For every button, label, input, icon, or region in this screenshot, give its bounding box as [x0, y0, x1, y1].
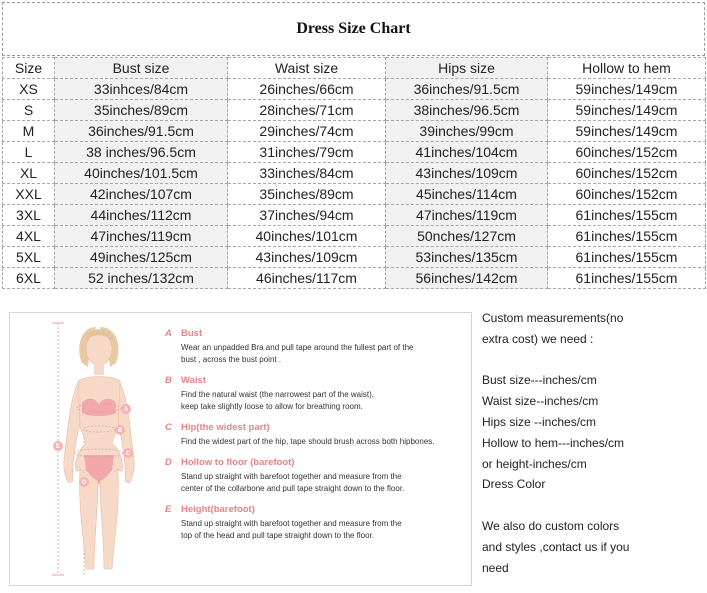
step-description [165, 471, 470, 495]
cell-size: 6XL [3, 268, 55, 289]
measurement-steps [165, 327, 470, 550]
cell-size: 5XL [3, 247, 55, 268]
cell-hollow: 59inches/149cm [548, 121, 706, 142]
cell-waist: 31inches/79cm [228, 142, 386, 163]
cell-bust: 38 inches/96.5cm [55, 142, 228, 163]
cell-hips: 36inches/91.5cm [386, 79, 548, 100]
table-header-row [3, 58, 706, 79]
table-row [3, 100, 706, 121]
cell-size: L [3, 142, 55, 163]
cell-size: XL [3, 163, 55, 184]
cell-bust: 52 inches/132cm [55, 268, 228, 289]
step-heading [165, 503, 470, 516]
table-row [3, 226, 706, 247]
custom-measurement-note [482, 308, 652, 578]
step-waist [165, 374, 470, 413]
note-outro-line: need [482, 560, 509, 575]
table-row [3, 268, 706, 289]
step-letter: E [165, 504, 172, 515]
step-letter: A [165, 328, 172, 339]
cell-hips: 56inches/142cm [386, 268, 548, 289]
cell-hips: 53inches/135cm [386, 247, 548, 268]
step-letter: B [165, 375, 172, 386]
table-row [3, 184, 706, 205]
cell-size: 3XL [3, 205, 55, 226]
step-line: keep take slightly loose to allow for breathing room. [181, 402, 363, 411]
marker-d: D [81, 480, 87, 487]
step-hip [165, 421, 470, 448]
header-hips: Hips size [386, 58, 548, 79]
cell-hips: 43inches/109cm [386, 163, 548, 184]
cell-hips: 45inches/114cm [386, 184, 548, 205]
cell-size: 4XL [3, 226, 55, 247]
header-bust: Bust size [55, 58, 228, 79]
step-line: center of the collarbone and pull tape straight down to the floor. [181, 484, 405, 493]
table-row [3, 163, 706, 184]
cell-hollow: 60inches/152cm [548, 184, 706, 205]
marker-b: B [117, 428, 123, 435]
step-heading [165, 421, 470, 434]
header-waist: Waist size [228, 58, 386, 79]
note-intro-line: Custom measurements(no [482, 311, 624, 325]
note-outro-line: We also do custom colors [482, 518, 620, 533]
cell-size: XXL [3, 184, 55, 205]
step-description [165, 342, 470, 366]
note-field-line: Waist size--inches/cm [482, 394, 599, 409]
cell-bust: 44inches/112cm [55, 205, 228, 226]
cell-bust: 49inches/125cm [55, 247, 228, 268]
note-field-line: Bust size---inches/cm [482, 373, 597, 388]
body-figure-illustration [28, 319, 148, 581]
step-line: Find the natural waist (the narrowest part of the waist), [181, 390, 374, 399]
cell-hollow: 60inches/152cm [548, 163, 706, 184]
step-title: Bust [181, 328, 203, 339]
cell-bust: 47inches/119cm [55, 226, 228, 247]
step-line: bust , across the bust point . [181, 355, 282, 364]
marker-e: E [55, 444, 61, 451]
cell-hollow: 59inches/149cm [548, 79, 706, 100]
step-line: top of the head and pull tape straight down to the floor. [181, 531, 375, 540]
step-description [165, 436, 470, 448]
step-hollow-to-floor [165, 456, 470, 495]
step-line: Wear an unpadded Bra and pull tape around the fullest part of the [181, 343, 414, 352]
cell-hollow: 61inches/155cm [548, 268, 706, 289]
marker-c: C [125, 451, 131, 458]
cell-waist: 26inches/66cm [228, 79, 386, 100]
note-field-line: Hips size --inches/cm [482, 414, 597, 429]
step-description [165, 389, 470, 413]
header-size: Size [3, 58, 55, 79]
step-letter: D [165, 457, 172, 468]
cell-hollow: 61inches/155cm [548, 226, 706, 247]
cell-waist: 29inches/74cm [228, 121, 386, 142]
cell-hollow: 61inches/155cm [548, 247, 706, 268]
cell-hollow: 60inches/152cm [548, 142, 706, 163]
cell-waist: 43inches/109cm [228, 247, 386, 268]
step-title: Hollow to floor (barefoot) [181, 457, 295, 468]
size-chart [2, 2, 705, 287]
cell-hollow: 61inches/155cm [548, 205, 706, 226]
step-description [165, 518, 470, 542]
cell-waist: 35inches/89cm [228, 184, 386, 205]
cell-waist: 37inches/94cm [228, 205, 386, 226]
cell-size: M [3, 121, 55, 142]
cell-size: S [3, 100, 55, 121]
cell-bust: 35inches/89cm [55, 100, 228, 121]
cell-bust: 42inches/107cm [55, 184, 228, 205]
marker-a: A [123, 407, 129, 414]
table-row [3, 142, 706, 163]
step-line: Find the widest part of the hip, tape should brush across both hipbones. [181, 437, 435, 446]
step-title: Height(barefoot) [181, 504, 255, 515]
step-heading [165, 456, 470, 469]
step-heading [165, 327, 470, 340]
cell-hips: 41inches/104cm [386, 142, 548, 163]
step-letter: C [165, 422, 172, 433]
size-table [2, 57, 706, 289]
step-bust [165, 327, 470, 366]
table-row [3, 205, 706, 226]
measurement-guide [9, 312, 472, 586]
chart-title: Dress Size Chart [2, 2, 705, 56]
step-line: Stand up straight with barefoot together and measure from the [181, 519, 402, 528]
step-heading [165, 374, 470, 387]
note-field-line: or height-inches/cm [482, 456, 587, 471]
cell-size: XS [3, 79, 55, 100]
table-row [3, 79, 706, 100]
table-row [3, 247, 706, 268]
cell-waist: 33inches/84cm [228, 163, 386, 184]
cell-bust: 33inhces/84cm [55, 79, 228, 100]
cell-hollow: 59inches/149cm [548, 100, 706, 121]
cell-waist: 28inches/71cm [228, 100, 386, 121]
note-outro-line: and styles ,contact us if you [482, 539, 630, 554]
step-height [165, 503, 470, 542]
cell-hips: 39inches/99cm [386, 121, 548, 142]
step-title: Waist [181, 375, 206, 386]
table-row [3, 121, 706, 142]
note-field-line: Hollow to hem---inches/cm [482, 435, 625, 450]
cell-bust: 36inches/91.5cm [55, 121, 228, 142]
cell-waist: 40inches/101cm [228, 226, 386, 247]
cell-hips: 50nches/127cm [386, 226, 548, 247]
step-title: Hip(the widest part) [181, 422, 270, 433]
header-hollow: Hollow to hem [548, 58, 706, 79]
cell-bust: 40inches/101.5cm [55, 163, 228, 184]
cell-waist: 46inches/117cm [228, 268, 386, 289]
note-field-line: Dress Color [482, 477, 546, 492]
cell-hips: 47inches/119cm [386, 205, 548, 226]
note-intro-line: extra cost) we need : [482, 331, 594, 346]
cell-hips: 38inches/96.5cm [386, 100, 548, 121]
step-line: Stand up straight with barefoot together and measure from the [181, 472, 402, 481]
